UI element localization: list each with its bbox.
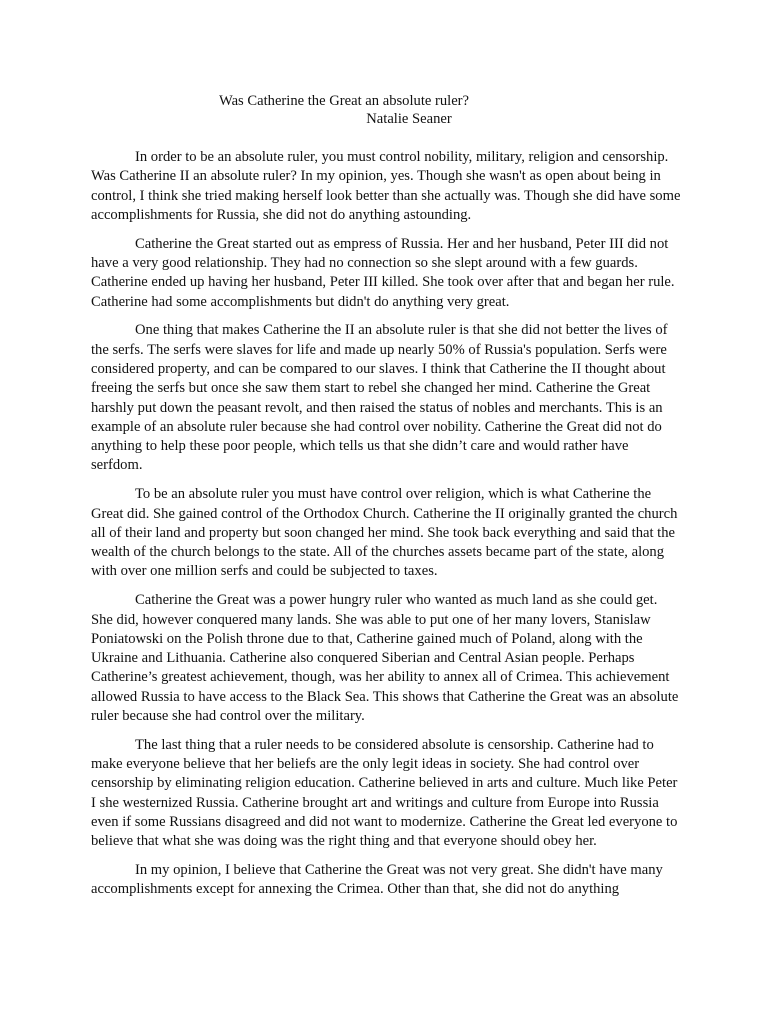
document-author: Natalie Seaner [366,111,452,127]
paragraph-conclusion: In my opinion, I believe that Catherine the Great was not very great. She didn't have many accomplishments except for annexing the Crimea. Other than that, she did not do anything [91,862,663,898]
paragraph-serfs: One thing that makes Catherine the II an absolute ruler is that she did not better the lives of the serfs. The serfs were slaves for life and made up nearly 50% of Russia's population. Serfs were considered property, and can be compared to our slaves. I think that Catherine the II thought about freeing the serfs but once she saw them start to rebel she changed her mind. Catherine the Great harshly put down the peasant revolt, and then raised the status of nobles and merchants. This is an example of an absolute ruler because she had control over nobility. Catherine the Great did not do anything to help these poor people, which tells us that she didn’t care and would rather have serfdom. [91,322,668,474]
paragraph-intro: In order to be an absolute ruler, you must control nobility, military, religion and censorship. Was Catherine II an absolute ruler? In my opinion, yes. Though she wasn't as open about being in control, I think she tried making herself look better than she actually was. Though she did have some accomplishments for Russia, she did not do anything astounding. [91,149,681,223]
document-title: Was Catherine the Great an absolute ruler? [218,93,470,109]
document-header [0,92,768,128]
paragraph-censorship: The last thing that a ruler needs to be considered absolute is censorship. Catherine had to make everyone believe that her beliefs are the only legit ideas in society. She had control over censorship by eliminating religion education. Catherine believed in arts and culture. Much like Peter I she westernized Russia. Catherine brought art and writings and culture from Europe into Russia even if some Russians disagreed and did not want to modernize. Catherine the Great led everyone to believe that what she was doing was the right thing and that everyone should obey her. [91,736,678,850]
paragraph-rise-to-power: Catherine the Great started out as empress of Russia. Her and her husband, Peter III did not have a very good relationship. They had no connection so she slept around with a few guards. Catherine ended up having her husband, Peter III killed. She took over after that and began her rule. Catherine had some accomplishments but didn't do anything very great. [91,235,675,310]
document-body [91,148,681,900]
paragraph-military: Catherine the Great was a power hungry ruler who wanted as much land as she could get. She did, however conquered many lands. She was able to put one of her many lovers, Stanislaw Poniatowski on the Polish throne due to that, Catherine gained much of Poland, along with the Ukraine and Lithuania. Catherine also conquered Siberian and Central Asian people. Perhaps Catherine’s greatest achievement, though, was her ability to annex all of Crimea. This achievement allowed Russia to have access to the Black Sea. This shows that Catherine the Great was an absolute ruler because she had control over the military. [91,592,679,725]
paragraph-religion: To be an absolute ruler you must have control over religion, which is what Catherine the Great did. She gained control of the Orthodox Church. Catherine the II originally granted the church all of their land and property but soon changed her mind. She took back everything and said that the wealth of the church belongs to the state. All of the churches assets became part of the state, along with over one million serfs and could be subjected to taxes. [91,486,678,580]
